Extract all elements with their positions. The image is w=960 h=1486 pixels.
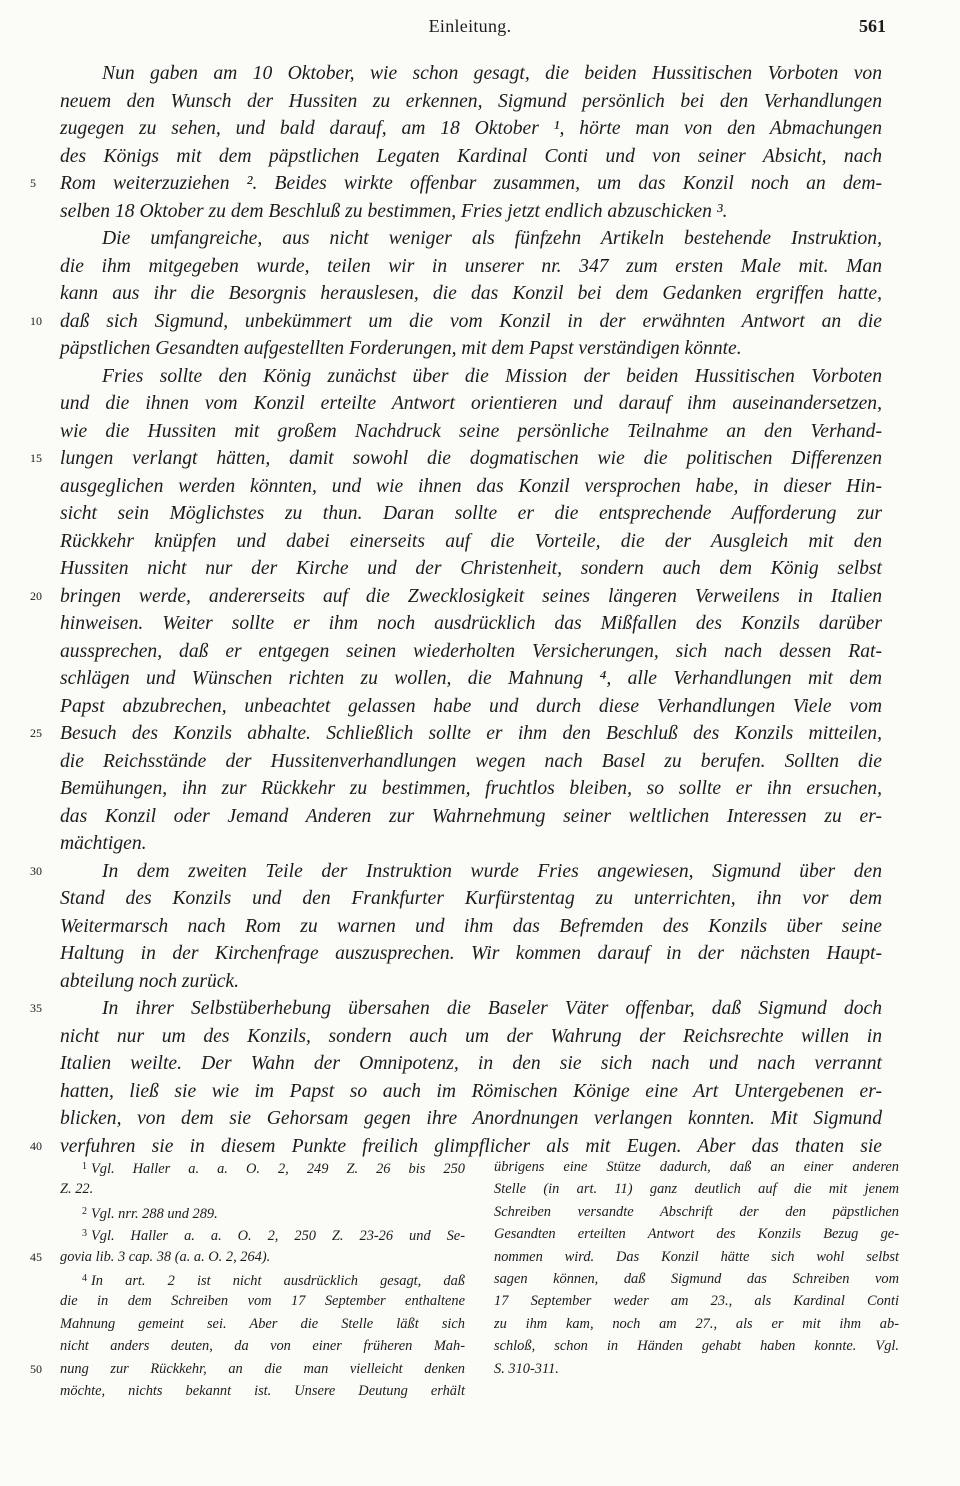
line-number: 45 xyxy=(30,1249,42,1264)
body-text-line-text: Weitermarsch nach Rom zu warnen und ihm das Befremden des Konzils über seine xyxy=(60,915,882,937)
body-text-line xyxy=(60,418,882,446)
body-text-line xyxy=(60,335,882,363)
footnote-line-text: nommen wird. Das Konzil hätte sich wohl selbst xyxy=(494,1248,899,1265)
body-text-line-text: ausgeglichen werden könnten, und wie ihnen das Konzil versprochen habe, in dieser Hin- xyxy=(60,475,882,497)
line-number: 15 xyxy=(30,451,42,465)
body-text-line xyxy=(60,500,882,528)
footnote-line-text: möchte, nichts bekannt ist. Unsere Deutung erhält xyxy=(60,1382,465,1399)
footnote-line xyxy=(494,1246,899,1268)
body-text-line xyxy=(30,308,882,336)
body-text-line xyxy=(60,638,882,666)
body-text-line xyxy=(30,720,882,748)
body-text-line xyxy=(60,1078,882,1106)
body-text-line-text: zugegen zu sehen, und bald darauf, am 18 Oktober ¹, hörte man von den Abmachungen xyxy=(60,118,882,139)
footnote-line-text: Stelle (in art. 11) ganz deutlich auf die mit jenem xyxy=(494,1181,899,1198)
footnote-marker: 3 xyxy=(82,1228,87,1240)
body-text-line-text: lungen verlangt hätten, damit sowohl die dogmatischen wie die politischen Differenzen xyxy=(60,448,882,469)
footnote-line-text: Mahnung gemeint sei. Aber die Stelle läßt sich xyxy=(60,1315,465,1332)
footnote-line xyxy=(30,1246,465,1268)
body-text-line-text: hinweisen. Weiter sollte er ihm noch ausdrücklich das Mißfallen des Konzils darüber xyxy=(60,613,882,634)
main-text xyxy=(30,60,882,1160)
body-text-line-text: abteilung noch zurück. xyxy=(60,970,240,992)
body-text-line-text: hatten, ließ sie wie im Papst so auch im Römischen Könige eine Art Untergebenen er- xyxy=(60,1080,882,1102)
footnote-marker: 1 xyxy=(82,1161,87,1172)
footnote-line xyxy=(494,1358,899,1380)
body-text-line-text: Haltung in der Kirchenfrage auszusprechen. Wir kommen darauf in der nächsten Haupt- xyxy=(60,943,882,964)
footnote-line-text: S. 310-311. xyxy=(494,1360,559,1377)
body-text-line xyxy=(60,665,882,693)
body-text-line-text: In ihrer Selbstüberhebung übersahen die Baseler Väter offenbar, daß Sigmund doch xyxy=(102,998,882,1019)
footnote-line xyxy=(494,1201,899,1223)
body-text-line-text: Fries sollte den König zunächst über die Mission der beiden Hussitischen Vorboten xyxy=(102,365,882,387)
body-text-line xyxy=(30,858,882,886)
body-text-line xyxy=(30,170,882,198)
body-text-line xyxy=(60,803,882,831)
body-text-line xyxy=(60,60,882,88)
body-text-line xyxy=(60,968,882,996)
body-text-line-text: Stand des Konzils und den Frankfurter Kurfürstentag zu unterrichten, ihn vor dem xyxy=(60,888,882,909)
footnote-line-text: Gesandten erteilten Antwort des Konzils Bezug ge- xyxy=(494,1226,899,1243)
body-text-line xyxy=(60,775,882,803)
footnotes-right-column xyxy=(494,1156,899,1380)
footnote-line-text: schloß, schon in Händen gehabt haben konnte. Vgl. xyxy=(494,1338,899,1355)
body-text-line-text: mächtigen. xyxy=(60,833,147,854)
body-text-line xyxy=(60,390,882,418)
body-text-line-text: Rückkehr knüpfen und dabei einerseits auf die Vorteile, die der Ausgleich mit den xyxy=(60,530,882,552)
footnote-line-text: übrigens eine Stütze dadurch, daß an einer anderen xyxy=(494,1159,899,1175)
body-text-line-text: Besuch des Konzils abhalte. Schließlich sollte er ihm den Beschluß des Konzils mitteilen, xyxy=(60,723,882,744)
footnote-line xyxy=(494,1223,899,1245)
footnote-marker: 2 xyxy=(82,1205,87,1217)
footnote-line xyxy=(30,1358,465,1380)
footnote-line xyxy=(60,1268,465,1290)
body-text-line xyxy=(60,1105,882,1133)
line-number: 20 xyxy=(30,588,42,603)
body-text-line xyxy=(60,473,882,501)
footnote-line xyxy=(494,1268,899,1290)
body-text-line xyxy=(60,198,882,226)
body-text-line xyxy=(30,583,882,611)
footnote-line xyxy=(60,1380,465,1402)
body-text-line-text: päpstlichen Gesandten aufgestellten Forderungen, mit dem Papst verständigen könnte. xyxy=(60,338,742,359)
body-text-line-text: daß sich Sigmund, unbekümmert um die vom Konzil in der erwähnten Antwort an die xyxy=(60,310,882,332)
line-number: 25 xyxy=(30,726,42,740)
body-text-line-text: Italien weilte. Der Wahn der Omnipotenz, in den sie sich nach und nach verrannt xyxy=(60,1053,882,1074)
line-number: 30 xyxy=(30,863,42,878)
body-text-line xyxy=(60,225,882,253)
body-text-line-text: Hussiten nicht nur der Kirche und der Christenheit, sondern auch dem König selbst xyxy=(60,558,882,579)
body-text-line xyxy=(60,940,882,968)
footnote-line-text: Schreiben versandte Abschrift der den päpstlichen xyxy=(494,1203,899,1220)
footnote-line-text: nicht anders deuten, da von einer früheren Mah- xyxy=(60,1338,465,1355)
body-text-line-text: Papst abzubrechen, unbeachtet gelassen habe und durch diese Verhandlungen Viele vom xyxy=(60,695,882,717)
footnote-line-text: Z. 22. xyxy=(60,1181,94,1198)
footnote-line xyxy=(494,1335,899,1357)
body-text-line-text: kann aus ihr die Besorgnis herauslesen, die das Konzil bei dem Gedanken ergriffen hatte, xyxy=(60,283,882,304)
body-text-line xyxy=(60,1023,882,1051)
body-text-line-text: sicht sein Möglichstes zu thun. Daran sollte er die entsprechende Aufforderung zur xyxy=(60,503,882,524)
footnote-line xyxy=(60,1290,465,1312)
line-number: 10 xyxy=(30,313,42,328)
body-text-line-text: schlägen und Wünschen richten zu wollen, die Mahnung ⁴, alle Verhandlungen mit dem xyxy=(60,668,882,689)
page-number: 561 xyxy=(859,16,886,36)
body-text-line xyxy=(60,610,882,638)
body-text-line-text: wie die Hussiten mit großem Nachdruck seine persönliche Teilnahme an den Verhand- xyxy=(60,420,882,442)
body-text-line xyxy=(60,693,882,721)
footnote-line-text: zu ihm kam, noch am 27., als er mit ihm ab- xyxy=(494,1315,899,1332)
body-text-line xyxy=(30,445,882,473)
running-title: Einleitung. xyxy=(428,16,512,36)
body-text-line-text: Bemühungen, ihn zur Rückkehr zu bestimmen, fruchtlos bleiben, so sollte er ihn ersuchen, xyxy=(60,778,882,799)
footnote-line xyxy=(494,1313,899,1335)
body-text-line-text: nicht nur um des Konzils, sondern auch um der Wahrung der Reichsrechte willen in xyxy=(60,1025,882,1047)
body-text-line-text: die Reichsstände der Hussitenverhandlungen wegen nach Basel zu berufen. Sollten die xyxy=(60,750,882,772)
body-text-line xyxy=(60,913,882,941)
footnote-line-text: govia lib. 3 cap. 38 (a. a. O. 2, 264). xyxy=(60,1248,271,1265)
body-text-line xyxy=(60,748,882,776)
body-text-line xyxy=(60,280,882,308)
footnote-line xyxy=(494,1290,899,1312)
footnote-line xyxy=(494,1178,899,1200)
footnote-line-text: sagen können, daß Sigmund das Schreiben vom xyxy=(494,1270,899,1287)
footnote-marker: 4 xyxy=(82,1272,87,1284)
body-text-line xyxy=(60,528,882,556)
body-text-line xyxy=(60,1050,882,1078)
body-text-line-text: das Konzil oder Jemand Anderen zur Wahrnehmung seiner weltlichen Interessen zu er- xyxy=(60,805,882,827)
body-text-line xyxy=(60,253,882,281)
footnote-line xyxy=(60,1223,465,1245)
body-text-line-text: verfuhren sie in diesem Punkte freilich glimpflicher als mit Eugen. Aber das thaten sie xyxy=(60,1135,882,1157)
footnote-line xyxy=(60,1313,465,1335)
body-text-line xyxy=(60,830,882,858)
footnote-line xyxy=(60,1178,465,1200)
line-number: 35 xyxy=(30,1001,42,1015)
footnote-line-text: 17 September weder am 23., als Kardinal Conti xyxy=(494,1293,899,1310)
body-text-line xyxy=(60,363,882,391)
body-text-line xyxy=(60,88,882,116)
footnote-line-text: Vgl. nrr. 288 und 289. xyxy=(91,1205,218,1222)
line-number: 40 xyxy=(30,1138,42,1153)
line-number: 50 xyxy=(30,1361,42,1376)
body-text-line xyxy=(60,115,882,143)
body-text-line-text: und die ihnen vom Konzil erteilte Antwort orientieren und darauf ihm auseinandersetzen, xyxy=(60,393,882,414)
footnote-line-text: nung zur Rückkehr, an die man vielleicht denken xyxy=(60,1360,465,1377)
body-text-line xyxy=(60,885,882,913)
footnote-line-text: Vgl. Haller a. a. O. 2, 250 Z. 23-26 und Se- xyxy=(91,1228,465,1245)
footnote-line-text: Vgl. Haller a. a. O. 2, 249 Z. 26 bis 250 xyxy=(91,1161,465,1177)
body-text-line xyxy=(60,555,882,583)
body-text-line-text: bringen werde, andererseits auf die Zwecklosigkeit seines längeren Verweilens in Italien xyxy=(60,585,882,607)
page-header xyxy=(60,16,886,48)
body-text-line-text: Nun gaben am 10 Oktober, wie schon gesagt, die beiden Hussitischen Vorboten von xyxy=(102,63,882,84)
body-text-line-text: neuem den Wunsch der Hussiten zu erkennen, Sigmund persönlich bei den Verhandlungen xyxy=(60,90,882,112)
line-number: 5 xyxy=(30,176,36,190)
body-text-line-text: selben 18 Oktober zu dem Beschluß zu bestimmen, Fries jetzt endlich abzuschicken ³. xyxy=(60,200,728,222)
footnote-line xyxy=(60,1335,465,1357)
body-text-line-text: blicken, von dem sie Gehorsam gegen ihre Anordnungen verlangen konnten. Mit Sigmund xyxy=(60,1108,882,1129)
body-text-line-text: des Königs mit dem päpstlichen Legaten Kardinal Conti und von seiner Absicht, nach xyxy=(60,145,882,167)
body-text-line-text: In dem zweiten Teile der Instruktion wurde Fries angewiesen, Sigmund über den xyxy=(102,860,882,882)
body-text-line-text: die ihm mitgegeben wurde, teilen wir in unserer nr. 347 zum ersten Male mit. Man xyxy=(60,255,882,277)
body-text-line xyxy=(60,143,882,171)
body-text-line-text: Rom weiterzuziehen ². Beides wirkte offenbar zusammen, um das Konzil noch an dem- xyxy=(60,173,882,194)
body-text-line-text: Die umfangreiche, aus nicht weniger als fünfzehn Artikeln bestehende Instruktion, xyxy=(102,228,882,249)
footnote-line xyxy=(60,1201,465,1223)
footnote-line-text: In art. 2 ist nicht ausdrücklich gesagt, daß xyxy=(91,1272,465,1289)
footnote-line xyxy=(60,1156,465,1178)
body-text-line-text: aussprechen, daß er entgegen seinen wiederholten Versicherungen, sich nach dessen Rat- xyxy=(60,640,882,662)
footnote-line xyxy=(494,1156,899,1178)
footnote-line-text: die in dem Schreiben vom 17 September enthaltene xyxy=(60,1293,465,1310)
body-text-line xyxy=(30,995,882,1023)
footnotes-left-column xyxy=(30,1156,465,1402)
